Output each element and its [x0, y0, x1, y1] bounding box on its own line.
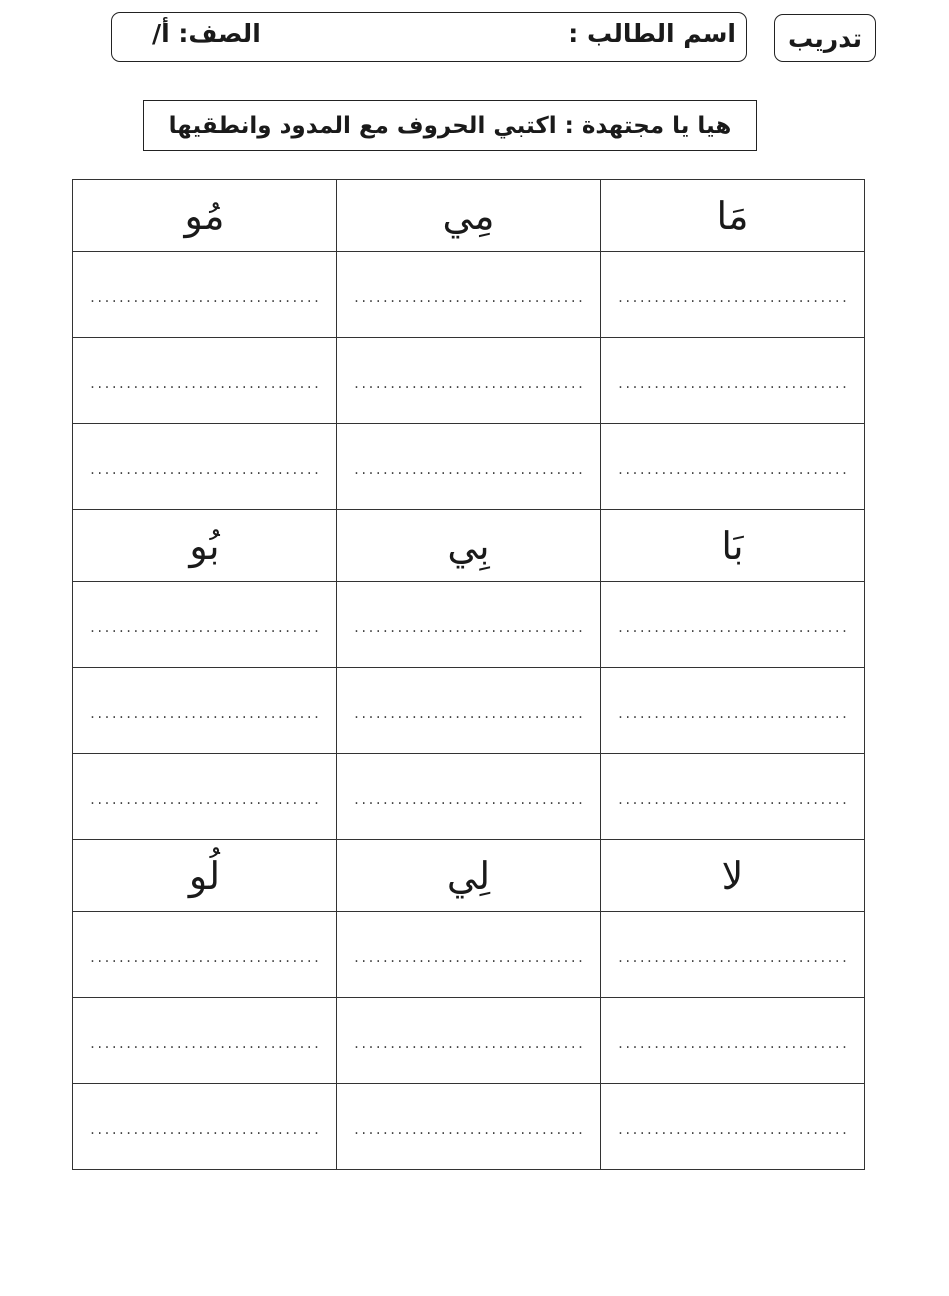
syllable-cell: مَا — [601, 180, 865, 252]
writing-cell[interactable] — [337, 424, 601, 510]
writing-cell[interactable] — [337, 338, 601, 424]
instruction-text: هيا يا مجتهدة : اكتبي الحروف مع المدود وانطقيها — [168, 112, 732, 139]
writing-cell[interactable] — [337, 912, 601, 998]
blank-line: ................................ — [616, 621, 849, 635]
writing-row — [73, 754, 865, 840]
blank-line: ................................ — [352, 707, 585, 721]
blank-line: ................................ — [616, 1037, 849, 1051]
blank-line: ................................ — [352, 291, 585, 305]
blank-line: ................................ — [352, 1123, 585, 1137]
writing-cell[interactable] — [337, 252, 601, 338]
writing-cell[interactable] — [73, 252, 337, 338]
writing-cell[interactable] — [601, 754, 865, 840]
blank-line: ................................ — [616, 463, 849, 477]
writing-cell[interactable] — [601, 338, 865, 424]
blank-line: ................................ — [88, 1123, 321, 1137]
blank-line: ................................ — [616, 377, 849, 391]
blank-line: ................................ — [352, 377, 585, 391]
blank-line: ................................ — [88, 707, 321, 721]
blank-line: ................................ — [88, 377, 321, 391]
syllable-cell: لُو — [73, 840, 337, 912]
training-badge-label: تدريب — [787, 23, 863, 53]
writing-cell[interactable] — [337, 1084, 601, 1170]
writing-cell[interactable] — [73, 754, 337, 840]
writing-cell[interactable] — [337, 582, 601, 668]
writing-cell[interactable] — [73, 912, 337, 998]
writing-cell[interactable] — [601, 1084, 865, 1170]
syllable-row — [73, 180, 865, 252]
writing-row — [73, 668, 865, 754]
syllable-cell: مِي — [337, 180, 601, 252]
writing-cell[interactable] — [337, 668, 601, 754]
blank-line: ................................ — [352, 463, 585, 477]
syllable-cell: مُو — [73, 180, 337, 252]
practice-table — [72, 179, 865, 1170]
writing-cell[interactable] — [73, 1084, 337, 1170]
writing-cell[interactable] — [73, 338, 337, 424]
writing-row — [73, 252, 865, 338]
writing-row — [73, 582, 865, 668]
writing-cell[interactable] — [337, 754, 601, 840]
writing-cell[interactable] — [601, 998, 865, 1084]
writing-cell[interactable] — [601, 582, 865, 668]
blank-line: ................................ — [88, 951, 321, 965]
training-badge — [774, 14, 876, 62]
blank-line: ................................ — [616, 951, 849, 965]
writing-row — [73, 1084, 865, 1170]
writing-row — [73, 998, 865, 1084]
writing-cell[interactable] — [601, 668, 865, 754]
writing-cell[interactable] — [601, 912, 865, 998]
blank-line: ................................ — [616, 707, 849, 721]
blank-line: ................................ — [352, 951, 585, 965]
syllable-row — [73, 840, 865, 912]
syllable-row — [73, 510, 865, 582]
class-label: الصف: أ/ — [152, 19, 261, 48]
writing-cell[interactable] — [73, 424, 337, 510]
blank-line: ................................ — [616, 793, 849, 807]
student-name-label: اسم الطالب : — [568, 19, 736, 48]
writing-cell[interactable] — [73, 668, 337, 754]
blank-line: ................................ — [616, 1123, 849, 1137]
writing-cell[interactable] — [73, 582, 337, 668]
syllable-cell: بُو — [73, 510, 337, 582]
instruction-box — [143, 100, 757, 151]
blank-line: ................................ — [88, 621, 321, 635]
syllable-cell: لِي — [337, 840, 601, 912]
blank-line: ................................ — [352, 1037, 585, 1051]
blank-line: ................................ — [88, 291, 321, 305]
blank-line: ................................ — [352, 621, 585, 635]
blank-line: ................................ — [88, 1037, 321, 1051]
writing-cell[interactable] — [337, 998, 601, 1084]
student-info-box — [111, 12, 747, 62]
blank-line: ................................ — [616, 291, 849, 305]
blank-line: ................................ — [88, 463, 321, 477]
syllable-cell: لا — [601, 840, 865, 912]
writing-cell[interactable] — [73, 998, 337, 1084]
blank-line: ................................ — [88, 793, 321, 807]
writing-row — [73, 338, 865, 424]
writing-cell[interactable] — [601, 424, 865, 510]
syllable-cell: بَا — [601, 510, 865, 582]
syllable-cell: بِي — [337, 510, 601, 582]
writing-row — [73, 912, 865, 998]
writing-cell[interactable] — [601, 252, 865, 338]
blank-line: ................................ — [352, 793, 585, 807]
writing-row — [73, 424, 865, 510]
